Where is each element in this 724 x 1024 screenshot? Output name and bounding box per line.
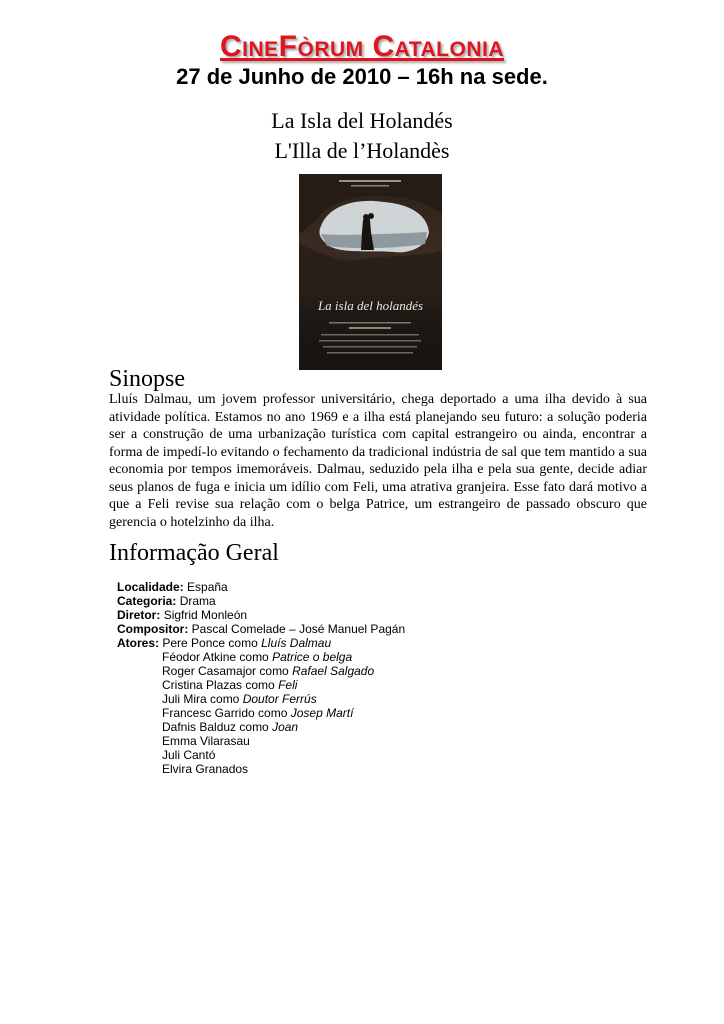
localidade-value: España <box>187 580 228 594</box>
actor-role: Joan <box>272 720 299 734</box>
actor-row <box>162 720 617 734</box>
actor-row <box>162 692 617 706</box>
categoria-label: Categoria: <box>117 594 177 608</box>
localidade-label: Localidade: <box>117 580 184 594</box>
info-compositor <box>117 622 617 636</box>
film-title-catalan: L'Illa de l’Holandès <box>274 138 450 163</box>
sinopse-text: Lluís Dalmau, um jovem professor universitário, chega deportado a uma ilha devido à sua atividade política. Estamos no ano 1969 e a ilha está planejando seu futuro: a solução poderia ser a construção de uma urbanização turística com capital estrangeiro ou ainda, encontrar a forma de impedí-lo evitando o fechamento da tradicional indústria de sal que tem mantido a sua economia por tempos imemoráveis. Dalmau, seduzido pela ilha e pela sua gente, decide adiar seus planos de fuga e inicia um idílio com Feli, uma atrativa granjeira. Esse fato dará motivo a que a Feli revise sua relação com o belga Patrice, um estrangeiro de passado obscuro que gerencia o hotelzinho da ilha. <box>109 392 647 530</box>
actor-name: Emma Vilarasau <box>162 734 250 748</box>
actor-row <box>162 748 617 762</box>
actor-name: Cristina Plazas <box>162 678 243 692</box>
actor-name: Juli Mira <box>162 692 207 706</box>
actor-como: como <box>245 678 275 692</box>
actor-como: como <box>259 664 289 678</box>
actor-row <box>162 650 617 664</box>
compositor-label: Compositor: <box>117 622 189 636</box>
actor-row <box>162 678 617 692</box>
actor-row <box>162 762 617 776</box>
info-localidade <box>117 580 617 594</box>
event-date: 27 de Junho de 2010 – 16h na sede. <box>176 64 548 89</box>
actor-como: como <box>239 650 269 664</box>
actor-name: Juli Cantó <box>162 748 216 762</box>
actor-como: como <box>239 720 269 734</box>
atores-label: Atores: <box>117 636 160 650</box>
actor-como: como <box>210 692 240 706</box>
actor-role: Feli <box>278 678 298 692</box>
actor-como: como <box>258 706 288 720</box>
poster-artwork <box>299 174 442 370</box>
sinopse-heading: Sinopse <box>109 366 186 392</box>
info-atores <box>117 636 617 650</box>
actor-name: Pere Ponce <box>162 636 226 650</box>
actor-name: Elvira Granados <box>162 762 249 776</box>
actor-name: Francesc Garrido <box>162 706 255 720</box>
actor-role: Doutor Ferrús <box>242 692 317 706</box>
actor-name: Roger Casamajor <box>162 664 257 678</box>
actor-role: Lluís Dalmau <box>261 636 332 650</box>
actor-name: Dafnis Balduz <box>162 720 237 734</box>
actor-como: como <box>228 636 258 650</box>
actor-role: Patrice o belga <box>272 650 353 664</box>
actor-name: Féodor Atkine <box>162 650 237 664</box>
actor-role: Rafael Salgado <box>292 664 375 678</box>
film-title-spanish: La Isla del Holandés <box>271 108 453 133</box>
actor-role: Josep Martí <box>290 706 354 720</box>
info-list <box>117 580 617 776</box>
movie-poster <box>299 174 442 370</box>
info-categoria <box>117 594 617 608</box>
poster-title-text: La isla del holandés <box>317 298 424 313</box>
info-diretor <box>117 608 617 622</box>
diretor-value: Sigfrid Monleón <box>163 608 248 622</box>
actor-row <box>162 706 617 720</box>
categoria-value: Drama <box>179 594 216 608</box>
compositor-value: Pascal Comelade – José Manuel Pagán <box>191 622 406 636</box>
diretor-label: Diretor: <box>117 608 161 622</box>
actor-row <box>162 734 617 748</box>
actor-row <box>162 664 617 678</box>
event-title: CineFòrum Catalonia <box>219 30 505 63</box>
info-heading: Informação Geral <box>109 540 279 566</box>
